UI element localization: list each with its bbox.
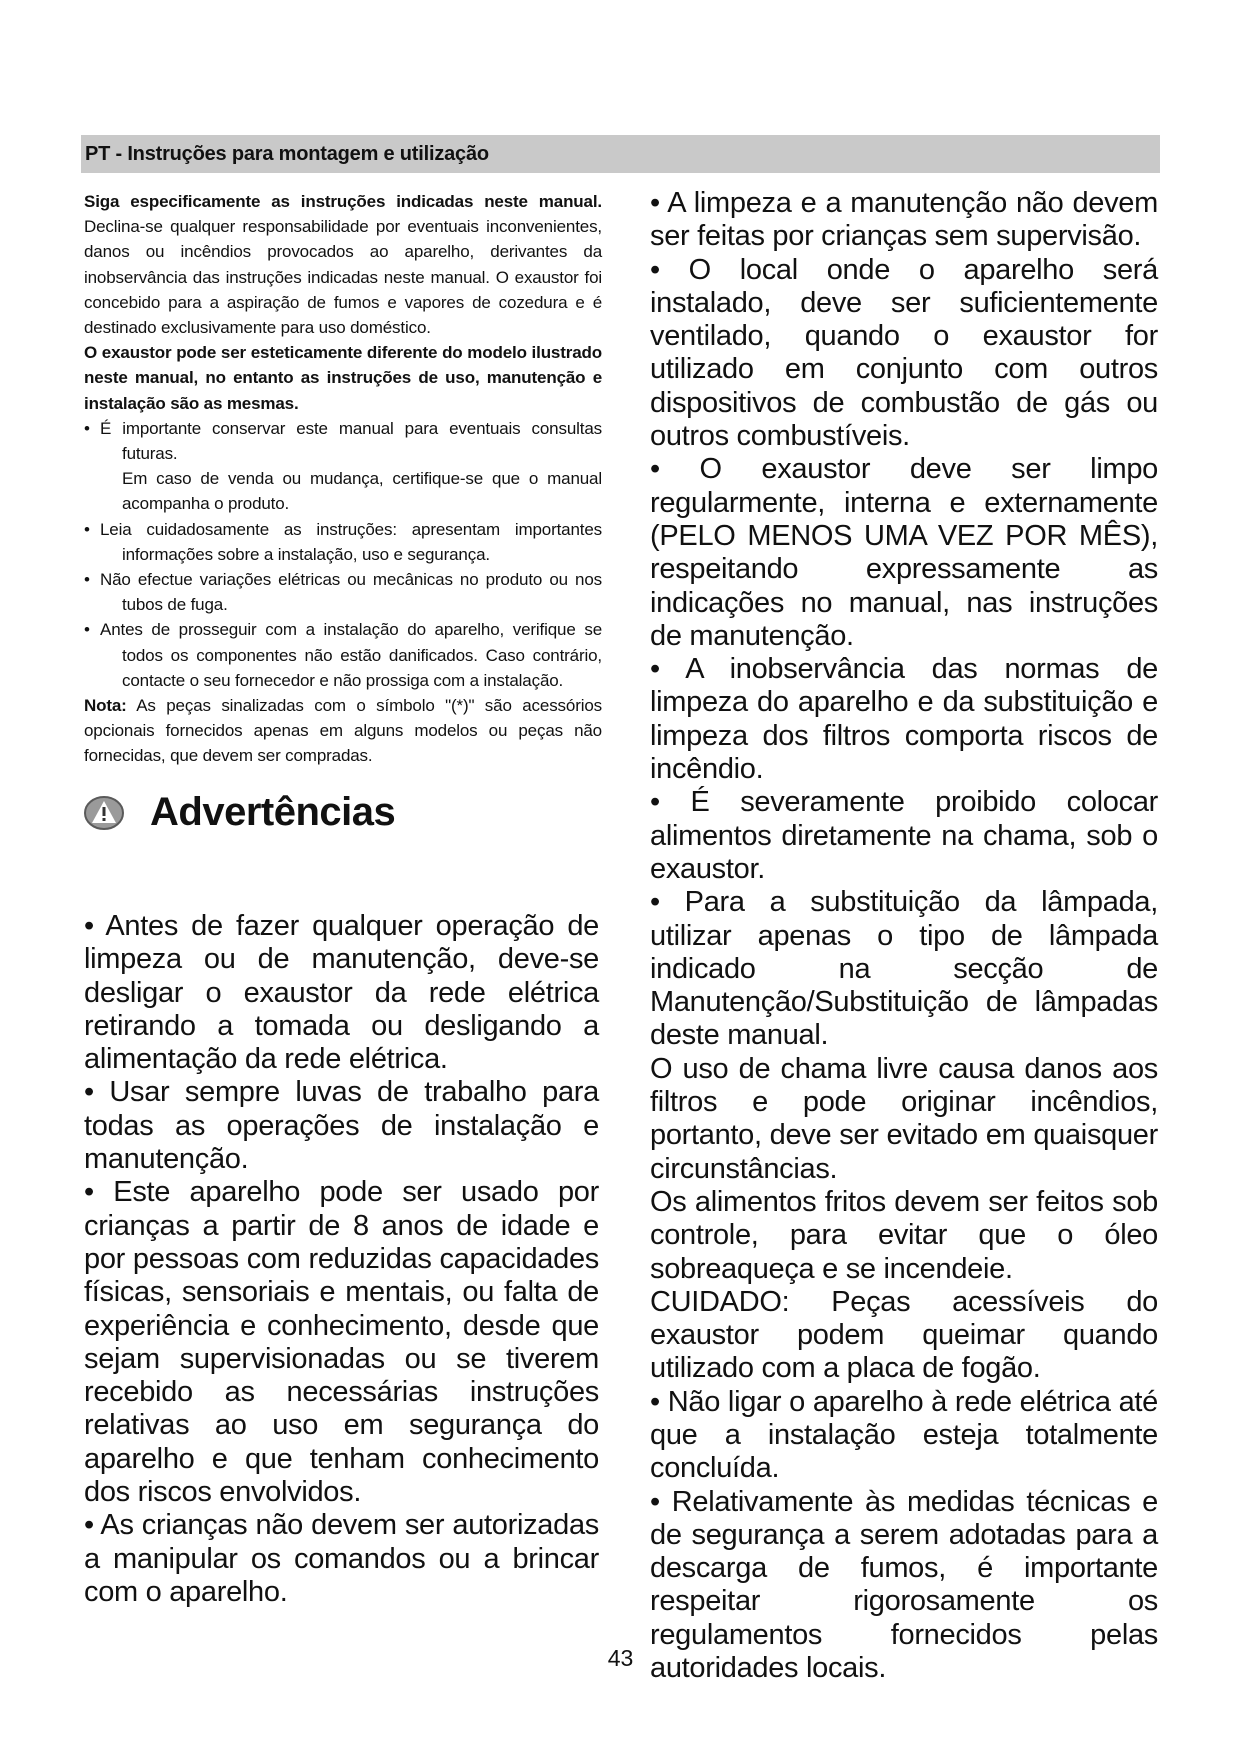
list-item [84, 517, 602, 567]
bullet-dot: • [84, 418, 90, 438]
warnings-title: Advertências [150, 790, 396, 835]
list-item [84, 567, 602, 617]
note-label: Nota: [84, 696, 127, 716]
page-number: 43 [607, 1645, 634, 1671]
section-title: PT - Instruções para montagem e utilização [85, 143, 489, 165]
warnings-heading [84, 790, 602, 836]
warning-paragraph: • Usar sempre luvas de trabalho para todas as operações de instalação e manutenção. [84, 1076, 599, 1176]
section-header-bar [81, 135, 1160, 173]
warning-paragraph: • É severamente proibido colocar alimentos diretamente na chama, sob o exaustor. [650, 786, 1158, 885]
intro-p1-bold: Siga especificamente as instruções indicadas neste manual. [84, 192, 602, 211]
intro-paragraph-2: O exaustor pode ser esteticamente diferente do modelo ilustrado neste manual, no entanto as instruções de uso, manutenção e instalação são as mesmas. [84, 343, 602, 413]
warnings-left-column [84, 910, 599, 1609]
list-item-text: Antes de prosseguir com a instalação do aparelho, verifique se todos os componentes não estão danificados. Caso contrário, contacte o seu fornecedor e não prossiga com a instalação. [100, 620, 602, 690]
warning-paragraph: • Antes de fazer qualquer operação de limpeza ou de manutenção, deve-se desligar o exaustor da rede elétrica retirando a tomada ou desligando a alimentação da rede elétrica. [84, 910, 599, 1076]
left-column [84, 189, 602, 836]
intro-bullet-list [84, 416, 602, 693]
warning-paragraph: • Este aparelho pode ser usado por crianças a partir de 8 anos de idade e por pessoas com reduzidas capacidades físicas, sensoriais e mentais, ou falta de experiência e conhecimento, desde que sejam supervisionadas ou se tiverem recebido as necessárias instruções relativas ao uso em segurança do aparelho e que tenham conhecimento dos riscos envolvidos. [84, 1176, 599, 1509]
warning-paragraph: • A inobservância das normas de limpeza do aparelho e da substituição e limpeza dos filtros comporta riscos de incêndio. [650, 653, 1158, 786]
warnings-right-column [650, 187, 1158, 1685]
list-item-text: Não efectue variações elétricas ou mecânicas no produto ou nos tubos de fuga. [100, 570, 602, 615]
warning-paragraph: • As crianças não devem ser autorizadas a manipular os comandos ou a brincar com o aparelho. [84, 1509, 599, 1608]
intro-p1-rest: Declina-se qualquer responsabilidade por eventuais inconvenientes, danos ou incêndios provocados ao aparelho, derivantes da inobservância das instruções indicadas neste manual. O exaustor foi concebido para a aspiração de fumos e vapores de cozedura e é destinado exclusivamente para uso doméstico. [84, 217, 602, 338]
list-item [84, 416, 602, 517]
warning-paragraph: • Para a substituição da lâmpada, utilizar apenas o tipo de lâmpada indicado na secção de Manutenção/Substituição de lâmpadas deste manual. [650, 886, 1158, 1052]
bullet-dot: • [84, 570, 90, 590]
warning-paragraph: CUIDADO: Peças acessíveis do exaustor podem queimar quando utilizado com a placa de fogão. [650, 1285, 1158, 1385]
note-paragraph [84, 693, 602, 769]
warning-paragraph: • Relativamente às medidas técnicas e de segurança a serem adotadas para a descarga de fumos, é importante respeitar rigorosamente os regulamentos fornecidos pelas autoridades locais. [650, 1485, 1158, 1685]
warning-paragraph: • A limpeza e a manutenção não devem ser feitas por crianças sem supervisão. [650, 187, 1158, 253]
bullet-dot: • [84, 620, 90, 640]
warning-paragraph: • O exaustor deve ser limpo regularmente, interna e externamente (PELO MENOS UMA VEZ POR MÊS), respeitando expressamente as indicações no manual, nas instruções de manutenção. [650, 453, 1158, 652]
list-item [84, 617, 602, 693]
warning-icon [84, 795, 124, 831]
bullet-dot: • [84, 519, 90, 539]
warning-paragraph: • Não ligar o aparelho à rede elétrica até que a instalação esteja totalmente concluída. [650, 1385, 1158, 1485]
intro-paragraph-1 [84, 189, 602, 340]
intro-block [84, 189, 602, 769]
warning-paragraph: • O local onde o aparelho será instalado, deve ser suficientemente ventilado, quando o exaustor for utilizado em conjunto com outros dispositivos de combustão de gás ou outros combustíveis. [650, 253, 1158, 453]
list-item-text: É importante conservar este manual para eventuais consultas futuras. [100, 418, 602, 464]
warning-paragraph: O uso de chama livre causa danos aos filtros e pode originar incêndios, portanto, deve ser evitado em quaisquer circunstâncias. [650, 1052, 1158, 1185]
list-item-text: Leia cuidadosamente as instruções: apresentam importantes informações sobre a instalação, uso e segurança. [100, 519, 602, 564]
list-item-extra: Em caso de venda ou mudança, certifique-se que o manual acompanha o produto. [122, 469, 602, 514]
note-text: As peças sinalizadas com o símbolo "(*)" são acessórios opcionais fornecidos apenas em alguns modelos ou peças não fornecidas, que devem ser compradas. [84, 696, 602, 766]
warning-paragraph: Os alimentos fritos devem ser feitos sob controle, para evitar que o óleo sobreaqueça e se incendeie. [650, 1185, 1158, 1285]
